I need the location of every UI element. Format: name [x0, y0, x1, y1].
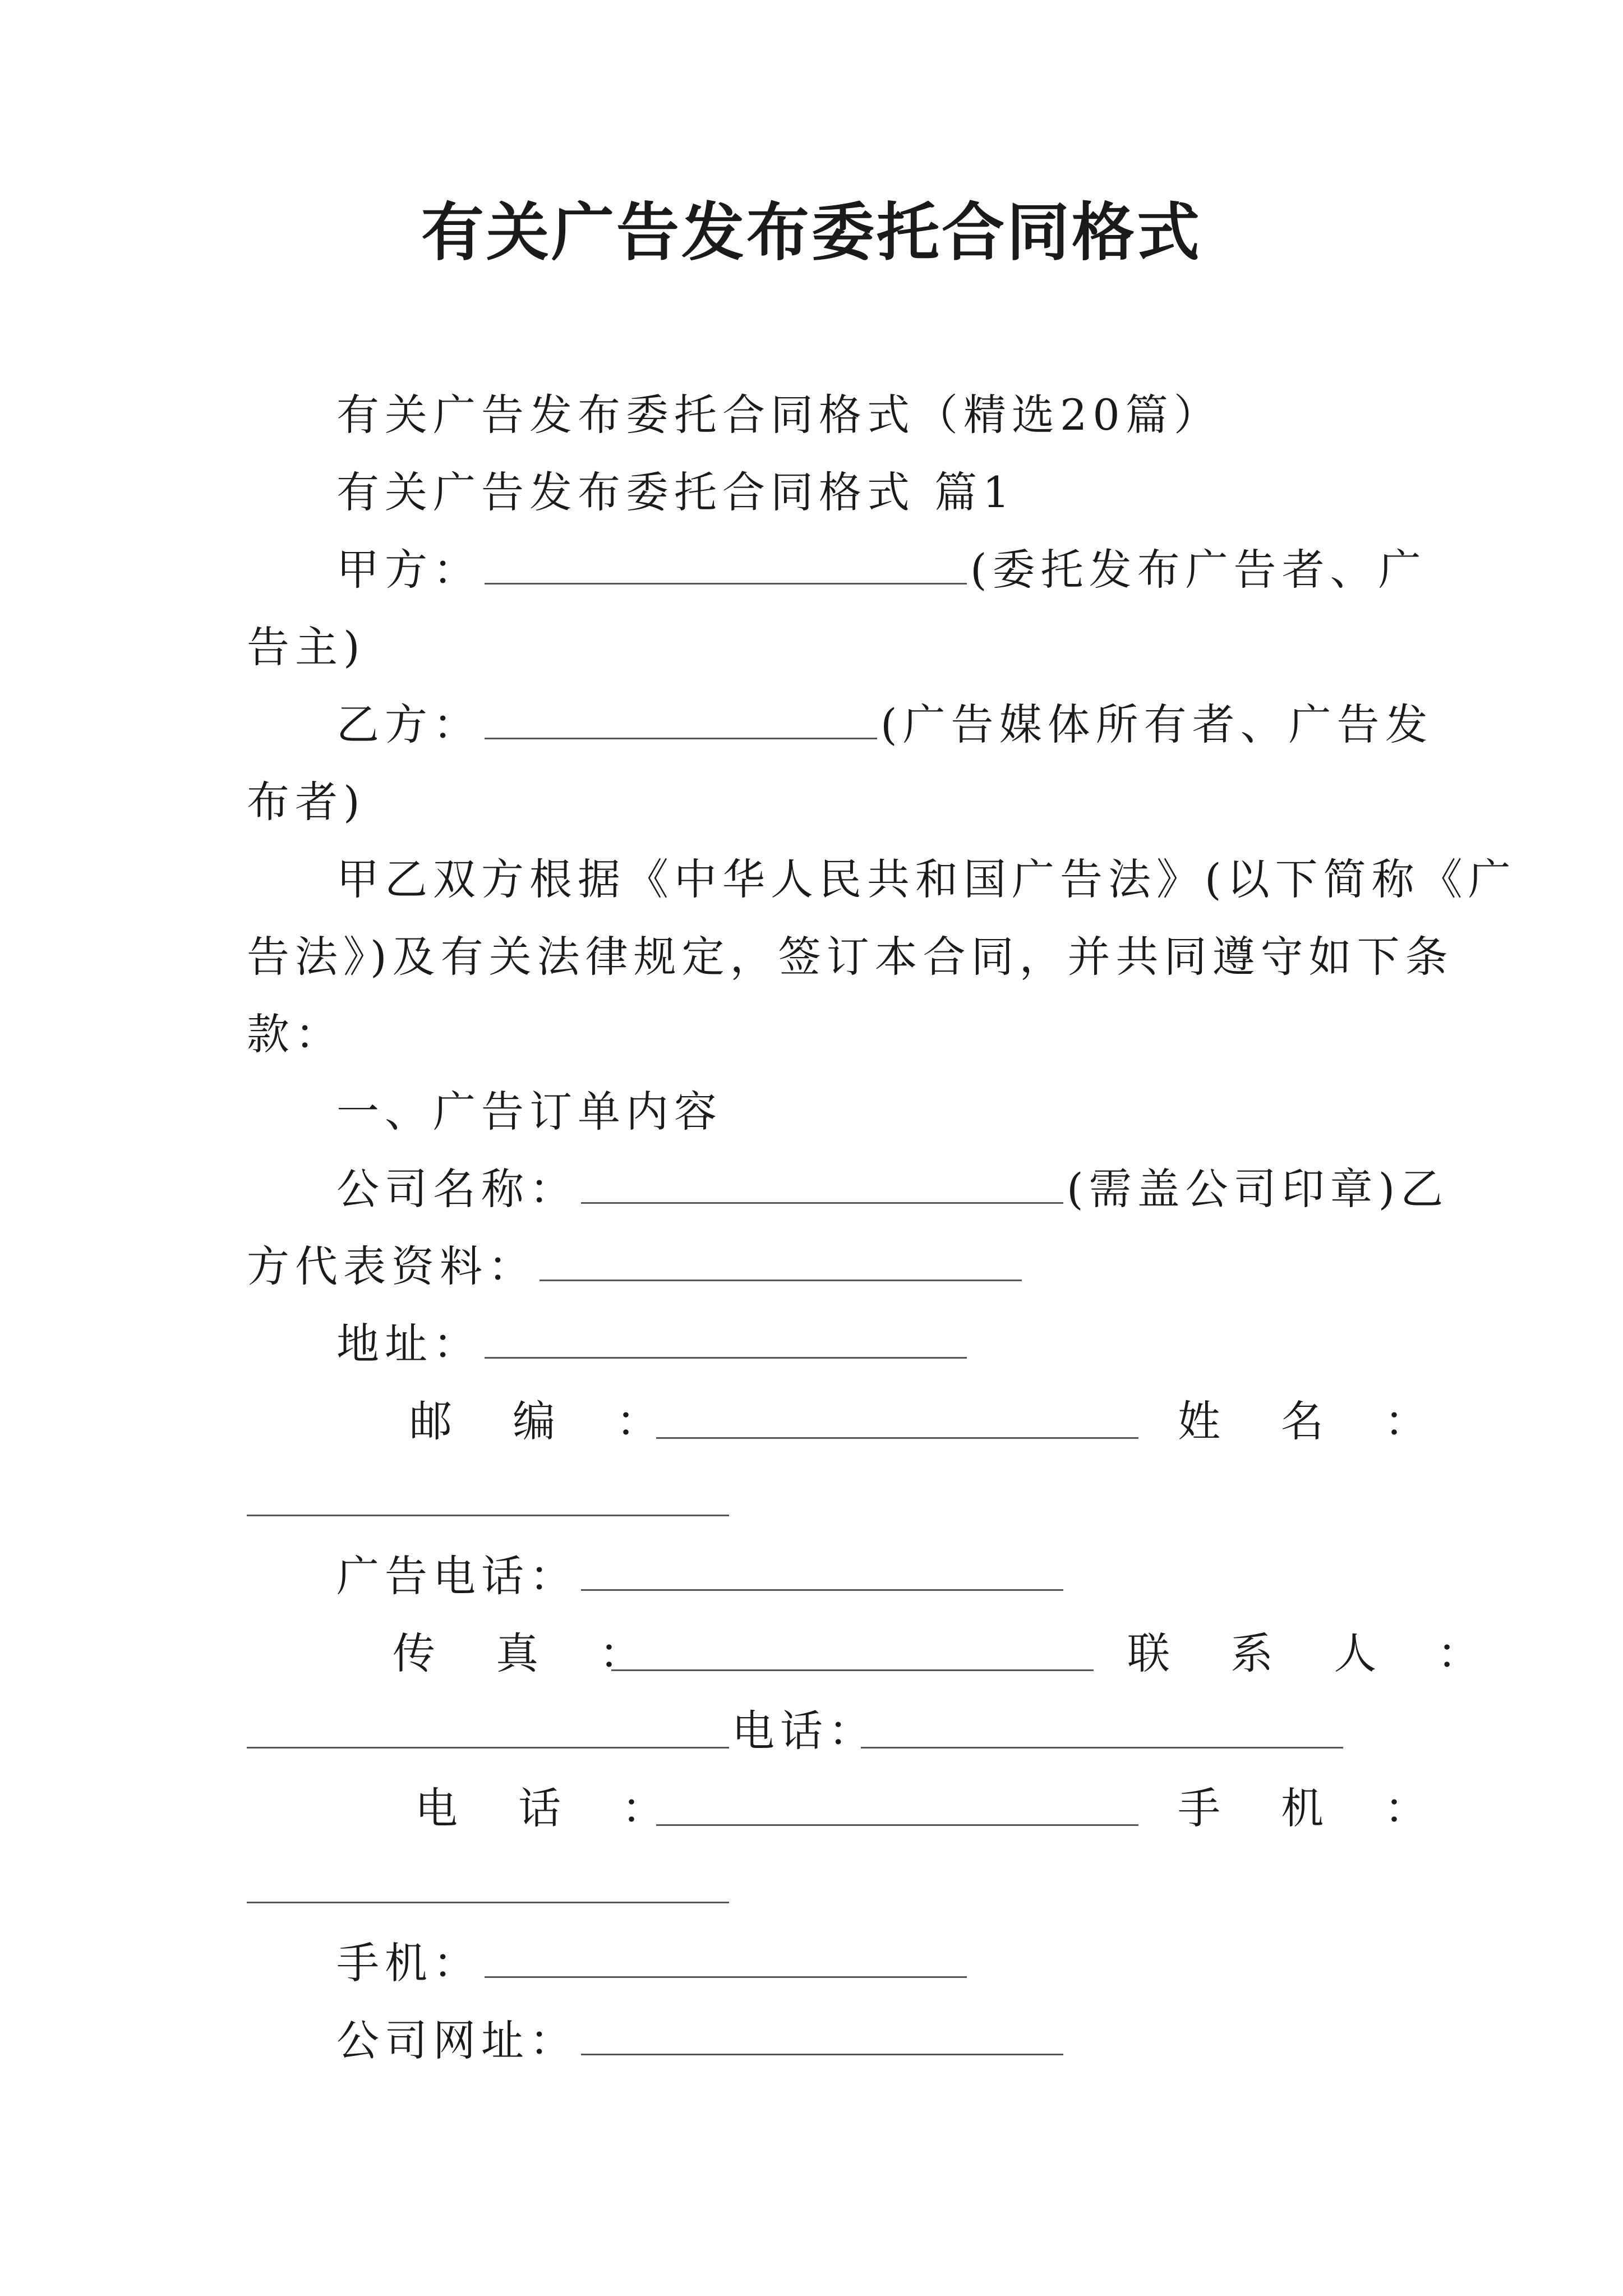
section-heading: 有关广告发布委托合同格式 篇1: [336, 467, 1016, 517]
party-a-note: (委托发布广告者、广: [970, 545, 1427, 595]
address-blank[interactable]: [485, 1317, 967, 1359]
document-title: 有关广告发布委托合同格式: [421, 196, 1202, 269]
name-blank[interactable]: [247, 1515, 729, 1516]
subtitle: 有关广告发布委托合同格式（精选20篇）: [336, 390, 1222, 440]
website-line: [336, 2013, 1067, 2069]
phone-inline-blank[interactable]: [861, 1747, 1343, 1749]
party-b-note: (广告媒体所有者、广告发: [880, 700, 1433, 749]
fax-blank[interactable]: [611, 1669, 1094, 1671]
party-a-label: 甲方：: [336, 545, 481, 595]
intro-line-2: 告法》)及有关法律规定，签订本合同，并共同遵守如下条: [247, 932, 1454, 982]
mobile-spread-label: 手 机 ：: [1178, 1783, 1451, 1833]
address-line: [336, 1316, 970, 1372]
website-label: 公司网址：: [336, 2016, 578, 2065]
phone-blank[interactable]: [656, 1824, 1138, 1826]
ad-phone-line: [336, 1548, 1067, 1604]
rep-info-blank[interactable]: [540, 1239, 1022, 1281]
rep-info-label: 方代表资料：: [247, 1241, 536, 1291]
phone-label: 电 话 ：: [415, 1783, 688, 1833]
mobile-blank[interactable]: [485, 1936, 967, 1978]
website-blank[interactable]: [581, 2013, 1063, 2055]
fax-label: 传 真 ：: [393, 1628, 666, 1678]
party-b-label: 乙方：: [336, 700, 481, 749]
company-name-line: [336, 1161, 1449, 1217]
name-label: 姓 名 ：: [1178, 1396, 1451, 1446]
ad-phone-label: 广告电话：: [336, 1551, 578, 1601]
party-a-blank[interactable]: [485, 542, 967, 585]
party-b-line: [336, 697, 1433, 753]
clause-1-heading: 一、广告订单内容: [336, 1087, 722, 1137]
contact-blank[interactable]: [247, 1747, 729, 1749]
mobile-spread-blank[interactable]: [247, 1902, 729, 1903]
contact-label: 联 系 人 ：: [1127, 1628, 1504, 1678]
company-name-blank[interactable]: [581, 1162, 1063, 1204]
postcode-label: 邮 编 ：: [409, 1396, 683, 1446]
rep-info-line: [247, 1239, 1025, 1295]
intro-line-1: 甲乙双方根据《中华人民共和国广告法》(以下简称《广: [336, 854, 1516, 904]
ad-phone-blank[interactable]: [581, 1549, 1063, 1591]
party-b-blank[interactable]: [485, 697, 877, 739]
mobile-line: [336, 1935, 970, 1991]
company-name-note: (需盖公司印章)乙: [1067, 1164, 1449, 1214]
postcode-blank[interactable]: [656, 1437, 1138, 1439]
intro-line-3: 款：: [247, 1009, 343, 1059]
party-a-line: [336, 542, 1427, 598]
phone-inline-label: 电话：: [732, 1706, 877, 1756]
party-a-note-cont: 告主): [247, 622, 366, 672]
mobile-label: 手机：: [336, 1938, 481, 1988]
address-label: 地址：: [336, 1319, 481, 1369]
party-b-note-cont: 布者): [247, 777, 366, 827]
company-name-label: 公司名称：: [336, 1164, 578, 1214]
